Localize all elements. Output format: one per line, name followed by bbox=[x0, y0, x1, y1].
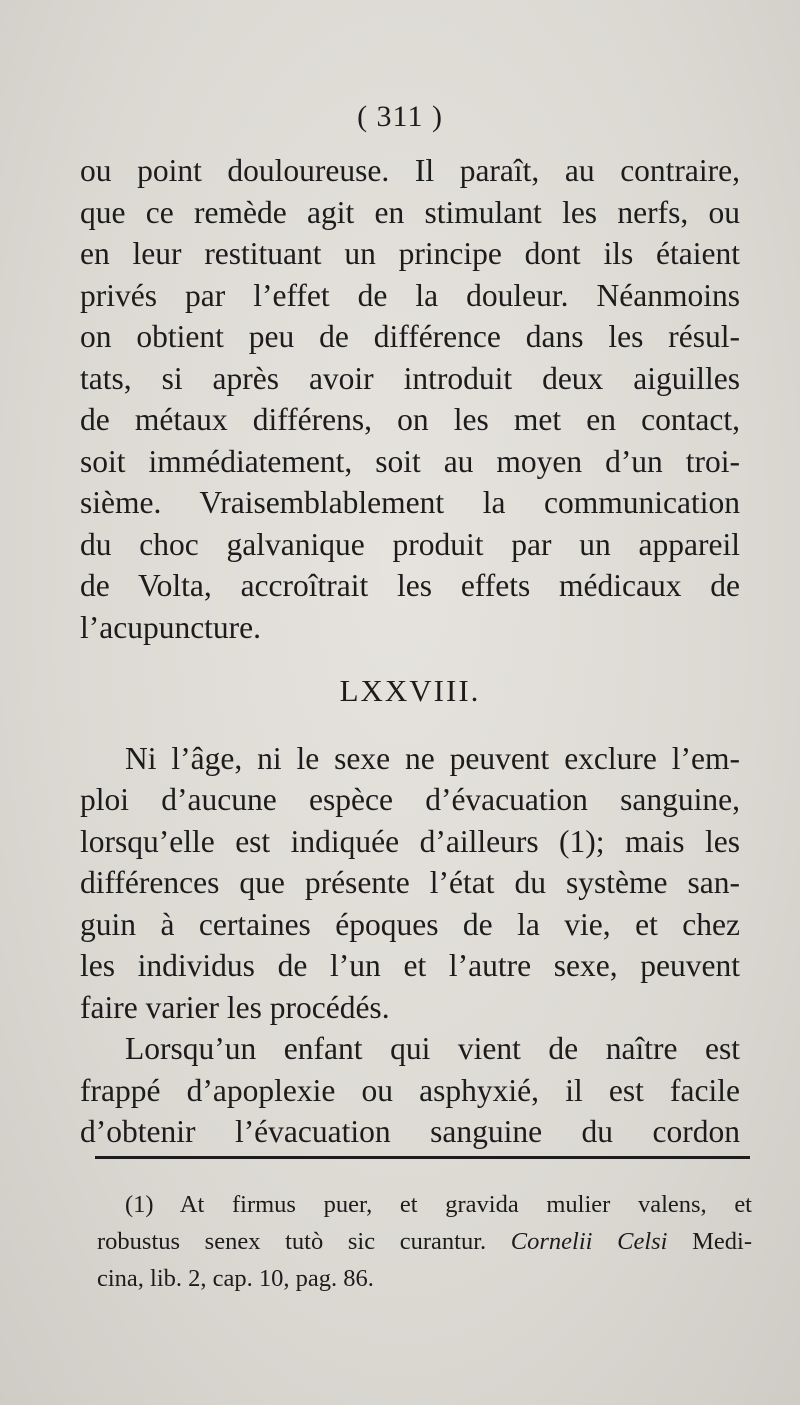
footnote-text: robustus senex tutò sic curantur. bbox=[97, 1228, 487, 1255]
text-line: d’obtenir l’évacuation sanguine du cordon bbox=[80, 1114, 740, 1149]
text-line: frappé d’apoplexie ou asphyxié, il est facile bbox=[80, 1072, 740, 1108]
footnote-line: cina, lib. 2, cap. 10, pag. 86. bbox=[97, 1265, 374, 1292]
footnote-line bbox=[97, 1223, 752, 1260]
text-line: privés par l’effet de la douleur. Néanmoins bbox=[80, 277, 740, 313]
text-line: du choc galvanique produit par un appareil bbox=[80, 526, 740, 562]
footnote-line: (1) At firmus puer, et gravida mulier valens, et bbox=[125, 1191, 752, 1218]
text-line: Lorsqu’un enfant qui vient de naître est bbox=[125, 1031, 740, 1066]
text-line: Ni l’âge, ni le sexe ne peuvent exclure l’em- bbox=[125, 740, 740, 776]
text-line: guin à certaines époques de la vie, et chez bbox=[80, 906, 740, 942]
text-line: lorsqu’elle est indiquée d’ailleurs (1); mais les bbox=[80, 823, 740, 859]
footnote-citation-author: Cornelii Celsi bbox=[510, 1228, 668, 1255]
body-text bbox=[80, 150, 740, 1153]
text-line: sième. Vraisemblablement la communication bbox=[80, 485, 740, 520]
text-line: ploi d’aucune espèce d’évacuation sanguine, bbox=[80, 782, 740, 817]
section-heading: LXXVIII. bbox=[339, 673, 481, 708]
text-line: les individus de l’un et l’autre sexe, peuvent bbox=[80, 948, 740, 983]
paragraph-1 bbox=[80, 150, 740, 648]
page-number: ( 311 ) bbox=[357, 100, 443, 133]
text-line: de métaux différens, on les met en contact, bbox=[80, 402, 740, 437]
text-line: soit immédiatement, soit au moyen d’un troi- bbox=[80, 443, 740, 479]
footnote-divider bbox=[95, 1156, 750, 1159]
text-line: tats, si après avoir introduit deux aiguilles bbox=[80, 360, 740, 396]
paragraph-3 bbox=[80, 1028, 740, 1153]
footnote-text: Medi- bbox=[692, 1228, 753, 1255]
paragraph-2 bbox=[80, 738, 740, 1029]
text-line: l’acupuncture. bbox=[80, 609, 262, 645]
text-line: différences que présente l’état du système san- bbox=[80, 865, 740, 900]
text-line: en leur restituant un principe dont ils étaient bbox=[80, 236, 740, 271]
text-line: de Volta, accroîtrait les effets médicaux de bbox=[80, 568, 740, 603]
footnote bbox=[97, 1186, 752, 1297]
text-line: on obtient peu de différence dans les résul- bbox=[80, 319, 740, 354]
text-line: ou point douloureuse. Il paraît, au contraire, bbox=[80, 153, 740, 188]
text-line: faire varier les procédés. bbox=[80, 989, 390, 1025]
text-line: que ce remède agit en stimulant les nerfs, ou bbox=[80, 194, 740, 230]
